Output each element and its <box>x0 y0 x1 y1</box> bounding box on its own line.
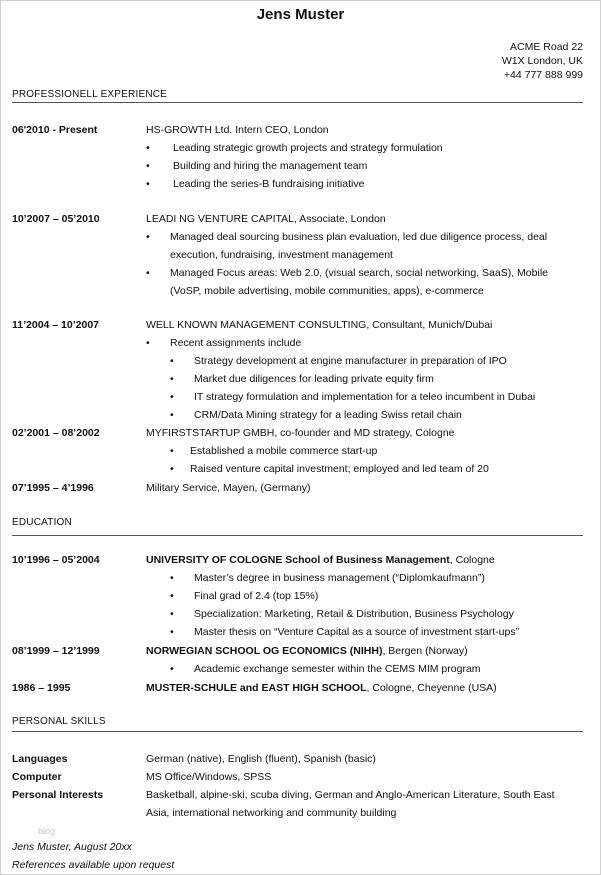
skill-value: MS Office/Windows, SPSS <box>146 771 272 783</box>
school-place: , Cologne <box>449 554 495 566</box>
sub-list-item: • Master’s degree in business management (“Diplomkaufmann”) <box>170 572 485 584</box>
list-item: • Leading strategic growth projects and strategy formulation <box>146 142 443 154</box>
entry-school <box>146 679 497 697</box>
list-item: • Managed deal sourcing business plan evaluation, led due diligence process, deal execution, fundraising, investment management <box>146 231 548 261</box>
sub-list-item: • Raised venture capital investment; employed and led team of 20 <box>170 463 489 475</box>
school-place: , Bergen (Norway) <box>382 645 468 657</box>
section-divider <box>12 102 583 103</box>
entry-dates: 02’2001 – 08’2002 <box>12 427 100 439</box>
entry-dates: 08’1999 – 12’1999 <box>12 645 100 657</box>
sub-list-item: • Strategy development at engine manufacturer in preparation of IPO <box>170 355 507 367</box>
skill-value: Basketball, alpine-ski, scuba diving, German and Anglo-American Literature, South East Asia, international networking and community building <box>146 789 555 819</box>
skill-label: Computer <box>12 771 62 783</box>
contact-address <box>502 40 583 82</box>
address-phone: +44 777 888 999 <box>503 69 583 81</box>
list-item: • Managed Focus areas: Web 2.0, (visual search, social networking, SaaS), Mobile (VoSP, mobile advertising, mobile communities, apps), e-commerce <box>146 267 548 297</box>
entry-role: MYFIRSTSTARTUP GMBH, co-founder and MD strategy, Cologne <box>146 427 455 439</box>
candidate-name: Jens Muster <box>256 6 345 23</box>
address-city: W1X London, UK <box>501 55 583 67</box>
skill-label: Personal Interests <box>12 789 104 801</box>
list-item: • Recent assignments include <box>146 337 302 349</box>
school-name: UNIVERSITY OF COLOGNE School of Business Management <box>146 554 450 566</box>
entry-school <box>146 642 468 660</box>
school-name: NORWEGIAN SCHOOL OG ECONOMICS (NIHH) <box>146 645 383 657</box>
entry-dates: 10’1996 – 05’2004 <box>12 554 100 566</box>
watermark: blog <box>38 826 56 836</box>
section-divider <box>12 535 583 536</box>
section-title-experience: PROFESSIONELL EXPERIENCE <box>12 89 168 100</box>
sub-list-item: • Final grad of 2.4 (top 15%) <box>170 590 319 602</box>
entry-role: Military Service, Mayen, (Germany) <box>146 482 311 494</box>
entry-dates: 07’1995 – 4’1996 <box>12 482 94 494</box>
section-title-education: EDUCATION <box>12 517 72 528</box>
section-divider <box>12 731 583 732</box>
sub-list-item: • Market due diligences for leading private equity firm <box>170 373 434 385</box>
school-place: , Cologne, Cheyenne (USA) <box>366 682 497 694</box>
entry-school <box>146 551 495 569</box>
sub-list-item: • Academic exchange semester within the CEMS MIM program <box>170 663 481 675</box>
list-item: • Leading the series-B fundraising initiative <box>146 178 365 190</box>
entry-role: HS-GROWTH Ltd. Intern CEO, London <box>146 124 329 136</box>
list-item: • Building and hiring the management team <box>146 160 368 172</box>
entry-dates: 10’2007 – 05’2010 <box>12 213 100 225</box>
entry-dates: 06'2010 - Present <box>12 124 98 136</box>
sub-list-item: • CRM/Data Mining strategy for a leading Swiss retail chain <box>170 409 462 421</box>
entry-dates: 11’2004 – 10’2007 <box>12 319 100 331</box>
sub-list-item: • Established a mobile commerce start-up <box>170 445 378 457</box>
address-street: ACME Road 22 <box>510 41 583 53</box>
sub-list-item: • Specialization: Marketing, Retail & Distribution, Business Psychology <box>170 608 514 620</box>
school-name: MUSTER-SCHULE and EAST HIGH SCHOOL <box>146 682 367 694</box>
section-title-skills: PERSONAL SKILLS <box>12 716 106 727</box>
sub-list-item: • IT strategy formulation and implementation for a teleo incumbent in Dubai <box>170 391 536 403</box>
entry-role: LEADI NG VENTURE CAPITAL, Associate, London <box>146 213 386 225</box>
entry-dates: 1986 – 1995 <box>12 682 71 694</box>
signature-line: Jens Muster, August 20xx <box>12 841 132 853</box>
skill-value: German (native), English (fluent), Spanish (basic) <box>146 753 376 765</box>
sub-list-item: • Master thesis on “Venture Capital as a source of investment start-ups” <box>170 626 520 638</box>
references-note: References available upon request <box>12 859 175 871</box>
entry-role: WELL KNOWN MANAGEMENT CONSULTING, Consultant, Munich/Dubai <box>146 319 493 331</box>
skill-label: Languages <box>12 753 68 765</box>
